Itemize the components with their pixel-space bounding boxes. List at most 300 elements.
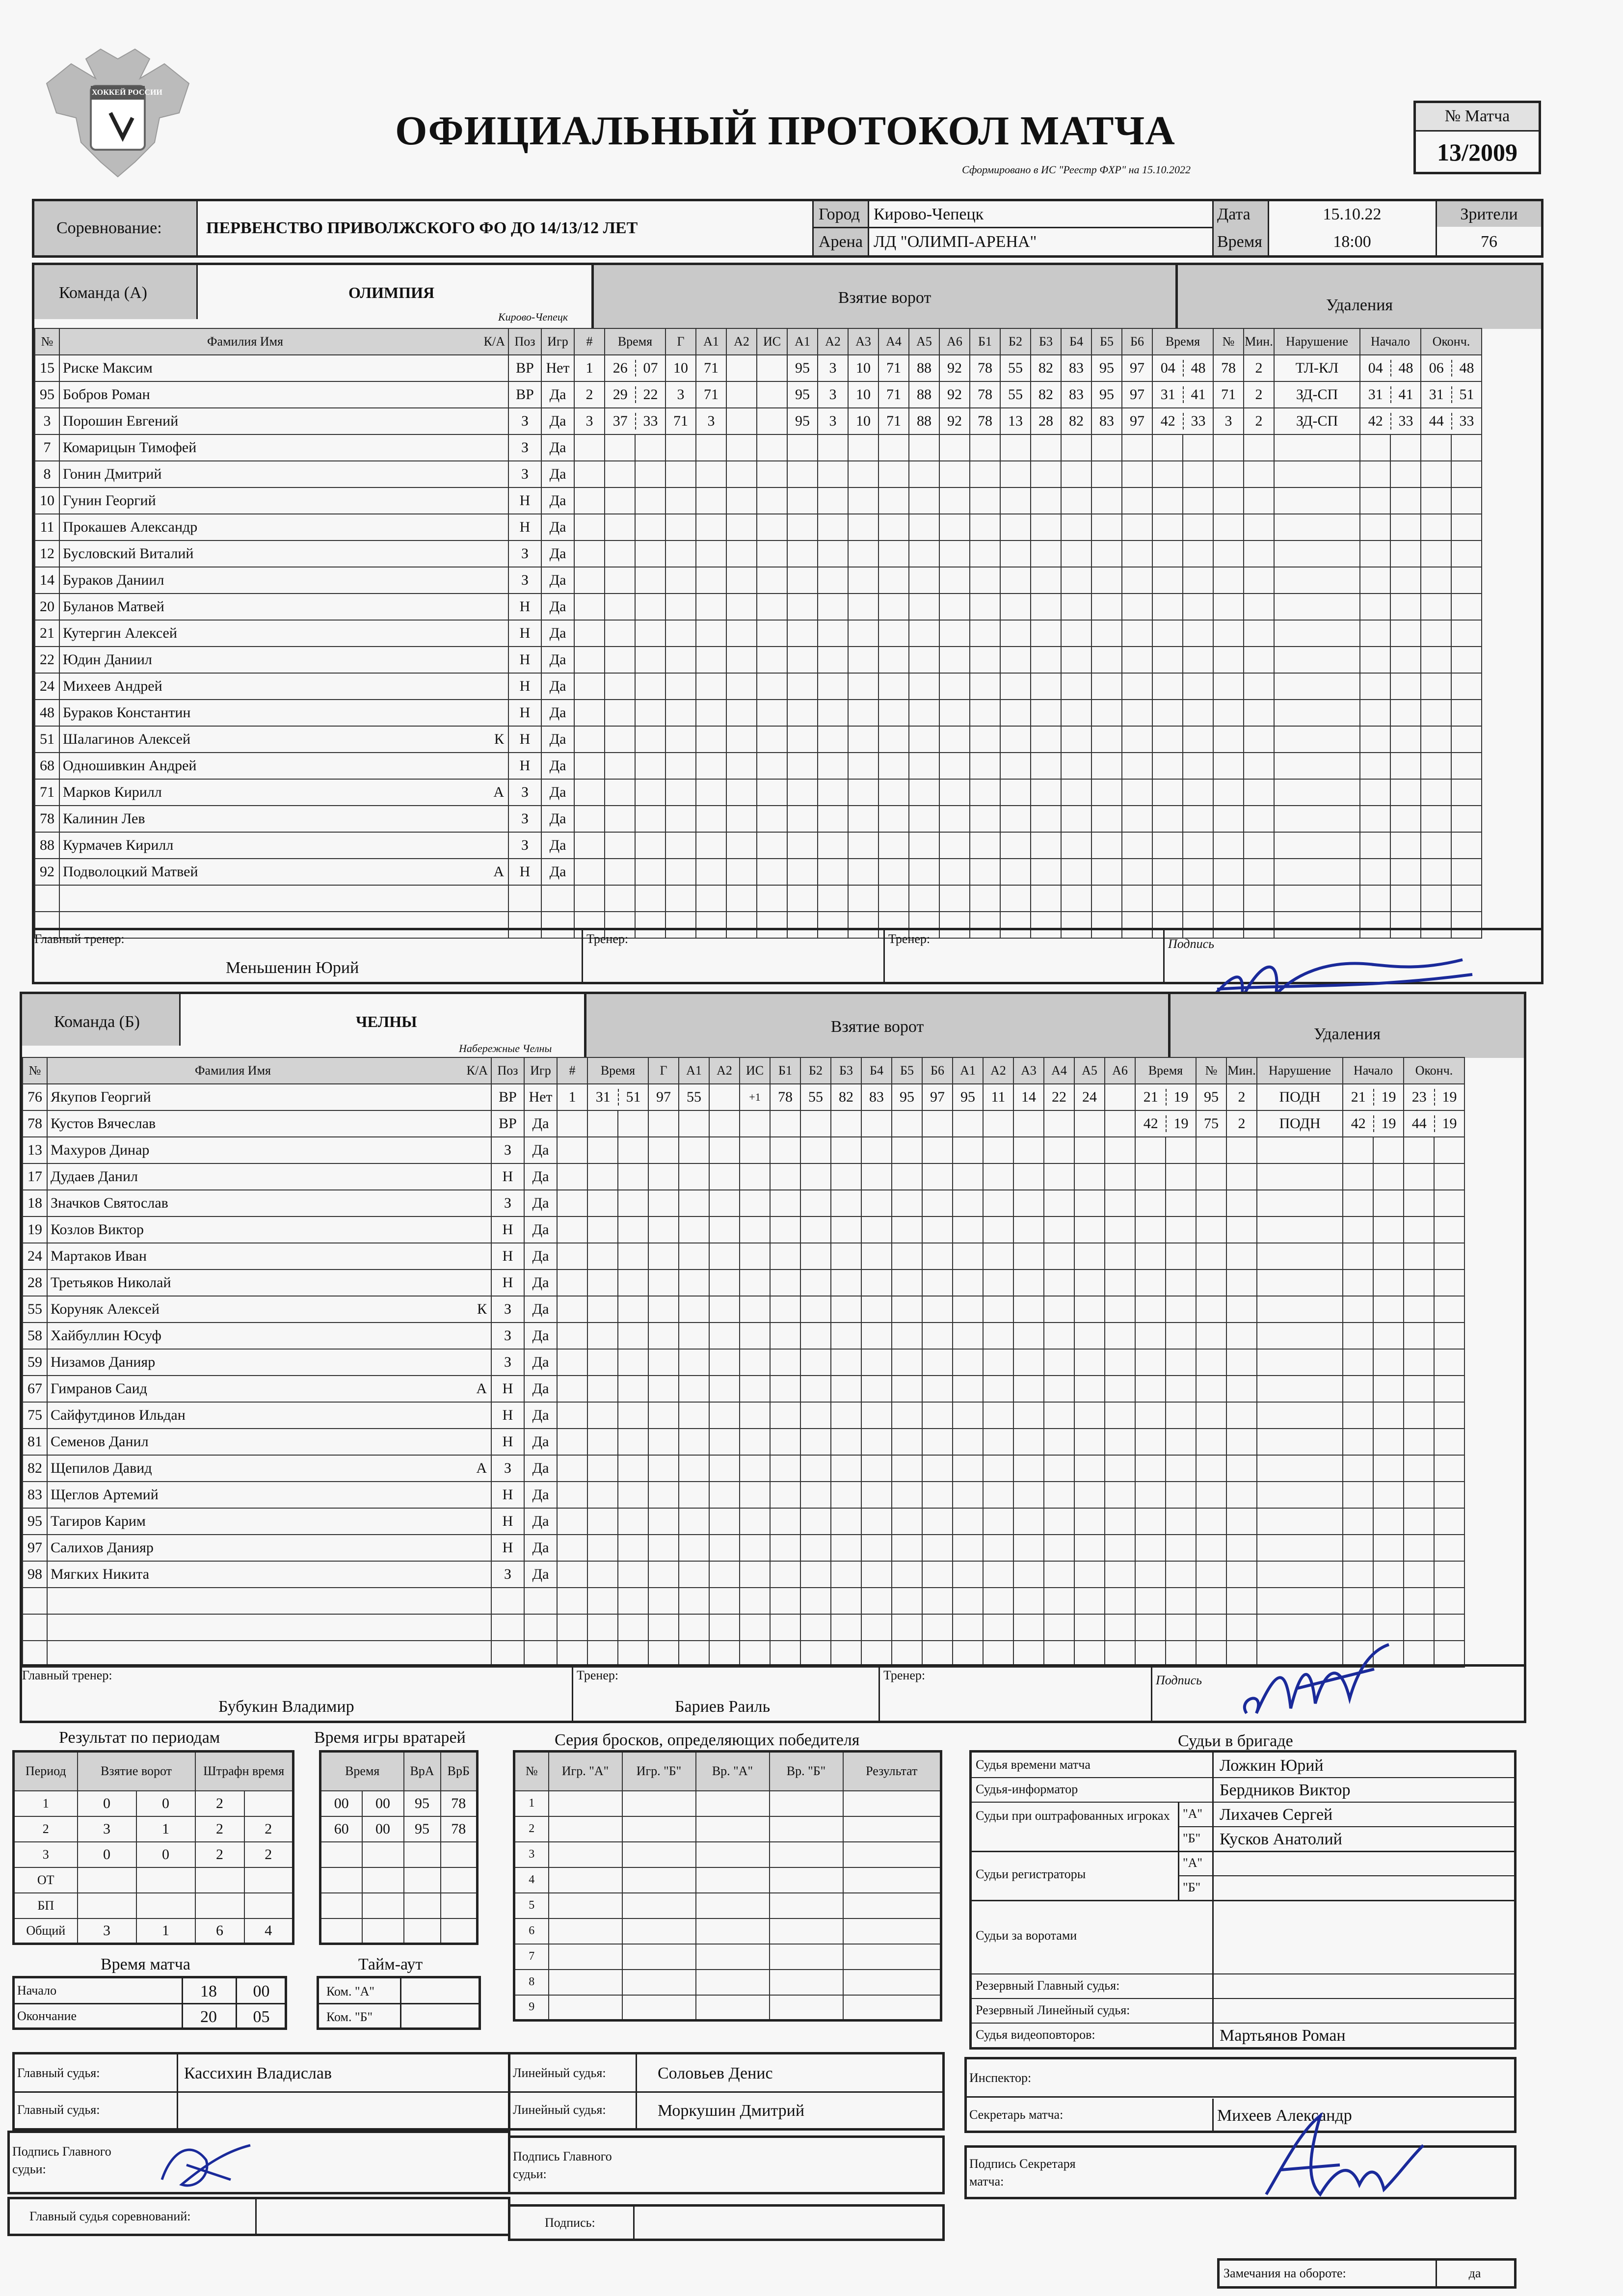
header-cell: ВрБ	[441, 1752, 478, 1791]
penalty-start-sec: 33	[1398, 413, 1413, 429]
cell	[1074, 1163, 1105, 1190]
cell	[1360, 647, 1421, 673]
header-cell: Поз	[491, 1057, 524, 1084]
main-referees-box	[12, 2052, 510, 2131]
cell	[574, 567, 605, 594]
header-cell: ИС	[740, 1057, 770, 1084]
cell	[770, 1970, 843, 1995]
cell	[1421, 885, 1482, 912]
match-time-box	[12, 1976, 287, 2030]
cell	[587, 1535, 648, 1561]
cell	[757, 832, 787, 859]
header-cell	[47, 1057, 491, 1084]
table-row	[35, 540, 1482, 567]
cell	[557, 1323, 587, 1349]
cell: Да	[541, 567, 574, 594]
cell	[892, 1402, 922, 1429]
cell: 83	[861, 1084, 892, 1110]
cell: 78	[970, 355, 1000, 381]
goal-min: 26	[605, 360, 636, 377]
cell	[362, 1918, 404, 1944]
cell	[1421, 673, 1482, 700]
cell	[909, 753, 939, 779]
main-referee-2-signature-box	[508, 2135, 945, 2194]
cell	[818, 647, 848, 673]
cell	[983, 1349, 1013, 1376]
cell: 2	[574, 381, 605, 408]
cell	[1061, 673, 1091, 700]
cell	[648, 1323, 679, 1349]
cell: 13	[1000, 408, 1031, 434]
cell	[1404, 1190, 1464, 1216]
cell	[1135, 1455, 1196, 1482]
cell	[1074, 1323, 1105, 1349]
cell	[909, 806, 939, 832]
player-name-cell	[59, 832, 508, 859]
cell	[605, 779, 665, 806]
cell	[1152, 673, 1213, 700]
cell	[818, 514, 848, 540]
cell	[574, 620, 605, 647]
cell	[709, 1402, 740, 1429]
cell	[1061, 514, 1091, 540]
cell	[740, 1402, 770, 1429]
cell	[740, 1110, 770, 1137]
cell	[1105, 1508, 1135, 1535]
cell	[861, 1137, 892, 1163]
cell	[557, 1349, 587, 1376]
date-value: 15.10.22	[1323, 205, 1382, 223]
penalty-sec: 33	[1191, 413, 1206, 429]
cell	[1031, 461, 1061, 487]
cell	[1421, 594, 1482, 620]
cell	[800, 1588, 831, 1614]
cell	[679, 1588, 709, 1614]
cell	[587, 1641, 648, 1667]
cell	[1421, 487, 1482, 514]
cell	[787, 594, 818, 620]
cell: БП	[14, 1893, 78, 1918]
cell: 82	[1031, 355, 1061, 381]
cell	[740, 1216, 770, 1243]
cell: 3	[818, 408, 848, 434]
cell	[1031, 673, 1061, 700]
cell	[665, 885, 696, 912]
cell	[1000, 594, 1031, 620]
table-row	[23, 1110, 1464, 1137]
cell	[800, 1614, 831, 1641]
table-row	[514, 1791, 941, 1816]
cell	[1196, 1296, 1226, 1323]
header-cell: Мин.	[1244, 328, 1274, 355]
match-start-h: 18	[200, 1982, 217, 2000]
cell: 95	[787, 381, 818, 408]
cell: 8	[35, 461, 59, 487]
cell	[1044, 1376, 1074, 1402]
penalty-box-a: Лихачев Сергей	[1220, 1806, 1333, 1824]
cell	[1061, 620, 1091, 647]
cell: ПОДН	[1257, 1110, 1343, 1137]
penalty-end-min: 23	[1404, 1089, 1435, 1106]
player-name-cell	[59, 806, 508, 832]
cell	[648, 1270, 679, 1296]
cell	[740, 1535, 770, 1561]
cell	[770, 1641, 800, 1667]
cell: Н	[508, 673, 541, 700]
cell	[665, 514, 696, 540]
cell: 5	[514, 1893, 549, 1918]
player-ka: А	[476, 1460, 487, 1476]
cell	[953, 1110, 983, 1137]
cell	[320, 1867, 362, 1893]
cell: Да	[524, 1376, 557, 1402]
cell	[557, 1376, 587, 1402]
cell	[1360, 461, 1421, 487]
cell	[1105, 1323, 1135, 1349]
cell	[953, 1216, 983, 1243]
cell	[770, 1893, 843, 1918]
cell	[665, 567, 696, 594]
goal-sec: 07	[643, 360, 658, 376]
team-b-head-coach: Бубукин Владимир	[218, 1698, 354, 1716]
player-ka: К	[477, 1301, 487, 1317]
cell	[1404, 1482, 1464, 1508]
cell	[909, 859, 939, 885]
cell	[1074, 1588, 1105, 1614]
cell	[922, 1614, 953, 1641]
cell: Н	[491, 1376, 524, 1402]
cell	[892, 1455, 922, 1482]
cell: 88	[35, 832, 59, 859]
cell: Н	[491, 1402, 524, 1429]
cell	[878, 779, 909, 806]
cell	[909, 647, 939, 673]
cell	[831, 1323, 861, 1349]
table-row	[320, 1816, 478, 1842]
player-ka: А	[476, 1380, 487, 1397]
cell	[557, 1482, 587, 1508]
shootout-table-wrap	[513, 1750, 942, 2022]
player-ka: А	[493, 784, 504, 800]
team-a-head-coach-label: Главный тренер:	[34, 932, 125, 946]
cell	[1257, 1270, 1343, 1296]
cell	[1031, 567, 1061, 594]
team-b-tables	[22, 1057, 1465, 1668]
cell	[679, 1561, 709, 1588]
cell	[524, 1588, 557, 1614]
header-cell: Нарушение	[1274, 328, 1360, 355]
cell	[1404, 1349, 1464, 1376]
cell	[892, 1190, 922, 1216]
cell	[787, 514, 818, 540]
cell	[665, 620, 696, 647]
cell	[1122, 594, 1152, 620]
penalty-start-min: 04	[1360, 360, 1391, 377]
table-row	[35, 567, 1482, 594]
cell	[648, 1402, 679, 1429]
cell	[1013, 1376, 1044, 1402]
cell	[740, 1190, 770, 1216]
cell	[1213, 859, 1244, 885]
cell	[953, 1270, 983, 1296]
cell	[726, 355, 757, 381]
cell	[709, 1110, 740, 1137]
cell: 83	[1091, 408, 1122, 434]
cell: 10	[848, 381, 878, 408]
cell	[696, 1893, 770, 1918]
cell	[665, 540, 696, 567]
cell	[1000, 514, 1031, 540]
cell: Да	[524, 1429, 557, 1455]
cell: Н	[508, 620, 541, 647]
cell: З	[491, 1349, 524, 1376]
cell	[1105, 1614, 1135, 1641]
header-cell: Б3	[1031, 328, 1061, 355]
cell	[953, 1296, 983, 1323]
cell	[878, 647, 909, 673]
cell	[1091, 487, 1122, 514]
cell: 78	[441, 1816, 478, 1842]
cell	[800, 1270, 831, 1296]
cell	[1074, 1216, 1105, 1243]
player-ka: А	[493, 864, 504, 880]
cell	[665, 806, 696, 832]
cell: З	[491, 1323, 524, 1349]
cell	[922, 1508, 953, 1535]
cell	[1421, 461, 1482, 487]
cell: ОТ	[14, 1867, 78, 1893]
cell: 67	[23, 1376, 47, 1402]
cell	[709, 1084, 740, 1110]
cell	[770, 1816, 843, 1842]
cell	[1226, 1216, 1257, 1243]
cell	[524, 1641, 557, 1667]
header-cell: Игр	[524, 1057, 557, 1084]
cell: 95	[1196, 1084, 1226, 1110]
cell	[1044, 1270, 1074, 1296]
cell: Да	[541, 726, 574, 753]
cell	[1031, 514, 1061, 540]
cell: 3	[35, 408, 59, 434]
cell	[1000, 753, 1031, 779]
penalty-end	[1421, 381, 1482, 408]
header-cell: №	[23, 1057, 47, 1084]
cell	[549, 1995, 622, 2021]
penalty-end-min: 31	[1421, 386, 1452, 403]
player-name: Буланов Матвей	[63, 598, 164, 615]
cell: 2	[195, 1816, 244, 1842]
reserve-main-label: Резервный Главный судья:	[976, 1978, 1120, 1993]
cell: ВР	[491, 1110, 524, 1137]
timeout-b-label: Ком. "Б"	[326, 2010, 373, 2024]
team-b-city: Набережные Челны	[459, 1042, 552, 1054]
cell: Н	[491, 1508, 524, 1535]
cell	[848, 753, 878, 779]
cell	[1343, 1482, 1404, 1508]
cell	[953, 1535, 983, 1561]
cell	[909, 487, 939, 514]
cell	[1135, 1216, 1196, 1243]
cell	[709, 1376, 740, 1402]
cell	[726, 461, 757, 487]
cell	[1105, 1163, 1135, 1190]
cell: Да	[541, 514, 574, 540]
cell	[696, 567, 726, 594]
cell	[1360, 806, 1421, 832]
team-a-head-coach: Меньшенин Юрий	[226, 959, 359, 977]
penalty-min: 42	[1153, 413, 1184, 430]
table-row	[14, 1893, 293, 1918]
cell: ТЛ-КЛ	[1274, 355, 1360, 381]
cell: 8	[514, 1970, 549, 1995]
table-row	[35, 753, 1482, 779]
cell: 14	[1013, 1084, 1044, 1110]
header-cell: Начало	[1360, 328, 1421, 355]
cell	[1244, 806, 1274, 832]
penalty-start-sec: 19	[1381, 1089, 1396, 1105]
cell	[587, 1349, 648, 1376]
cell	[1226, 1323, 1257, 1349]
match-end-h: 20	[200, 2008, 217, 2026]
cell	[861, 1190, 892, 1216]
cell: 2	[1226, 1084, 1257, 1110]
cell	[818, 594, 848, 620]
cell	[1213, 647, 1244, 673]
cell	[587, 1455, 648, 1482]
cell	[878, 461, 909, 487]
cell	[574, 779, 605, 806]
player-name: Марков Кирилл	[63, 784, 162, 800]
cell	[491, 1641, 524, 1667]
header-cell: Г	[648, 1057, 679, 1084]
cell	[622, 1867, 696, 1893]
cell	[1122, 514, 1152, 540]
cell	[709, 1508, 740, 1535]
periods-title: Результат по периодам	[59, 1729, 220, 1747]
cell	[1061, 779, 1091, 806]
cell	[1404, 1508, 1464, 1535]
cell	[787, 832, 818, 859]
cell: 12	[35, 540, 59, 567]
cell	[59, 885, 508, 912]
cell	[831, 1349, 861, 1376]
cell	[320, 1842, 362, 1867]
timeout-a-label: Ком. "А"	[326, 1984, 375, 1999]
cell	[757, 700, 787, 726]
cell	[1274, 487, 1360, 514]
cell: 2	[195, 1791, 244, 1816]
cell	[800, 1641, 831, 1667]
header-cell: Б4	[861, 1057, 892, 1084]
cell	[136, 1867, 195, 1893]
cell	[843, 1995, 941, 2021]
cell	[1031, 779, 1061, 806]
cell	[892, 1349, 922, 1376]
cell: 55	[800, 1084, 831, 1110]
player-name-cell	[47, 1323, 491, 1349]
cell	[831, 1641, 861, 1667]
registrars-label: Судьи регистраторы	[976, 1867, 1086, 1881]
cell	[1091, 885, 1122, 912]
table-row	[35, 434, 1482, 461]
cell	[1152, 726, 1213, 753]
cell	[800, 1163, 831, 1190]
penalty-min: 42	[1136, 1115, 1167, 1132]
cell	[1244, 620, 1274, 647]
penalty-end-sec: 19	[1442, 1115, 1457, 1132]
cell	[848, 487, 878, 514]
line-referee-1: Соловьев Денис	[658, 2064, 773, 2082]
penalty-start	[1360, 355, 1421, 381]
cell	[696, 806, 726, 832]
cell: З	[491, 1455, 524, 1482]
cell	[1031, 540, 1061, 567]
main-referee-signature	[152, 2131, 275, 2199]
cell: ПОДН	[1257, 1084, 1343, 1110]
cell	[665, 461, 696, 487]
goal-time	[605, 355, 665, 381]
cell: Да	[524, 1508, 557, 1535]
cell	[770, 1482, 800, 1508]
cell	[1152, 594, 1213, 620]
cell	[1274, 567, 1360, 594]
cell	[787, 779, 818, 806]
cell	[665, 434, 696, 461]
cell	[1135, 1535, 1196, 1561]
cell	[709, 1296, 740, 1323]
header-cell: ИС	[757, 328, 787, 355]
cell	[1105, 1190, 1135, 1216]
cell	[770, 1270, 800, 1296]
cell	[922, 1641, 953, 1667]
cell: З	[491, 1190, 524, 1216]
cell	[605, 700, 665, 726]
cell	[848, 700, 878, 726]
match-end-label: Окончание	[17, 2009, 77, 2023]
cell	[574, 487, 605, 514]
cell	[1122, 673, 1152, 700]
cell	[800, 1535, 831, 1561]
table-row	[23, 1270, 1464, 1296]
cell	[831, 1482, 861, 1508]
cell	[1091, 859, 1122, 885]
cell	[696, 700, 726, 726]
header-cell	[59, 328, 508, 355]
cell	[953, 1641, 983, 1667]
penalty-min: 04	[1153, 360, 1184, 377]
cell: 78	[970, 381, 1000, 408]
cell	[939, 647, 970, 673]
cell	[939, 540, 970, 567]
cell	[740, 1270, 770, 1296]
player-name-cell	[47, 1376, 491, 1402]
cell	[1213, 487, 1244, 514]
cell	[1421, 540, 1482, 567]
cell	[1213, 700, 1244, 726]
team-b-goals-title: Взятие ворот	[830, 1018, 924, 1036]
cell	[696, 1944, 770, 1970]
cell	[1343, 1402, 1404, 1429]
cell	[1074, 1614, 1105, 1641]
player-name-cell	[47, 1482, 491, 1508]
cell	[648, 1535, 679, 1561]
cell	[648, 1190, 679, 1216]
cell	[831, 1588, 861, 1614]
cell	[970, 487, 1000, 514]
cell: З	[508, 567, 541, 594]
cell	[1257, 1376, 1343, 1402]
cell	[1152, 806, 1213, 832]
